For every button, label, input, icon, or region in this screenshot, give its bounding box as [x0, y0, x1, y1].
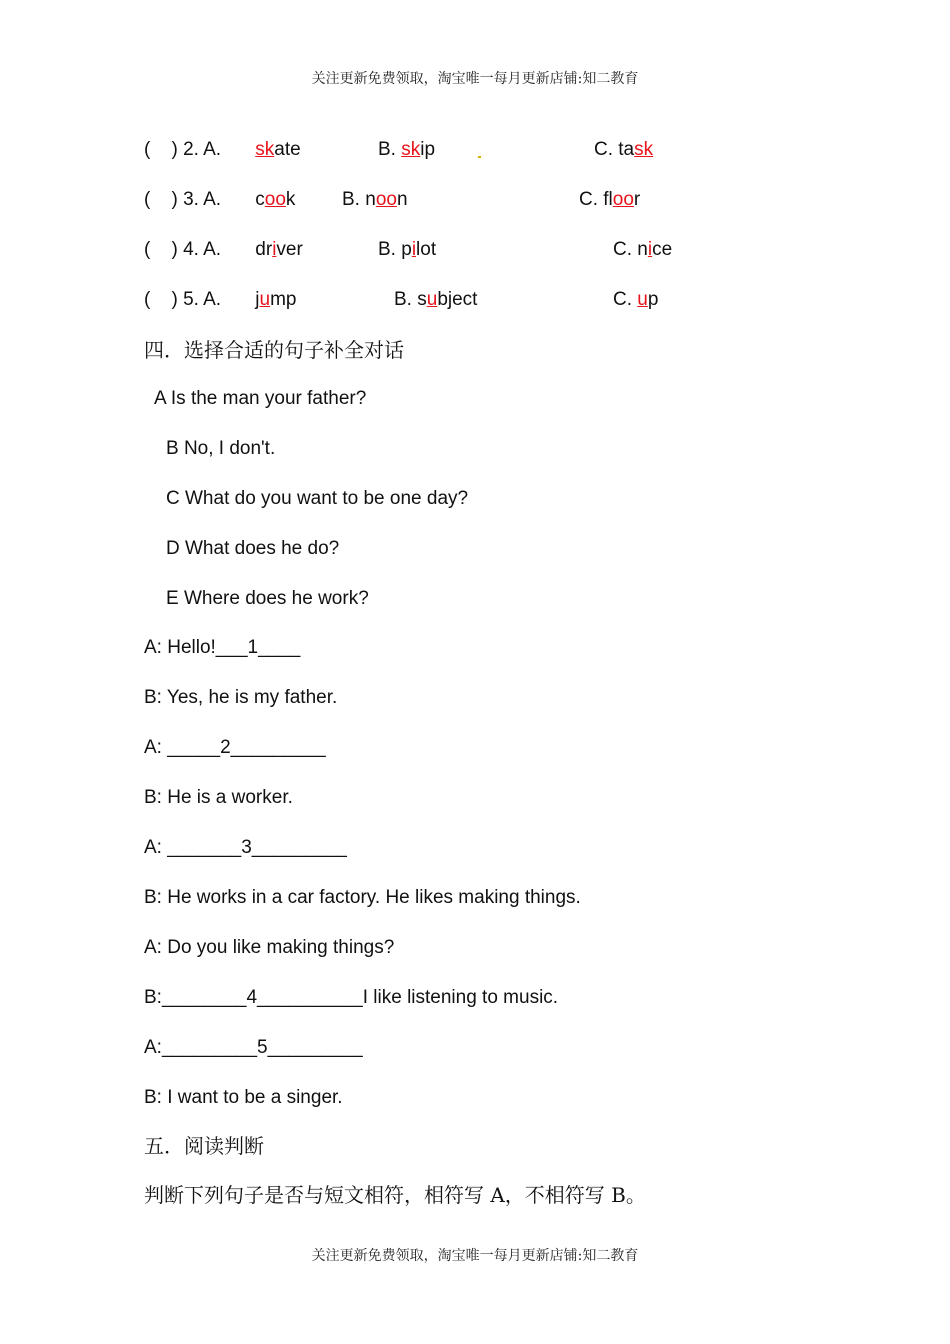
option-c: [613, 238, 672, 262]
section-5-title: 五．阅读判断: [144, 1134, 264, 1158]
dialogue-line: A: _____2_________: [144, 737, 326, 758]
dialogue-line: B: He is a worker.: [144, 787, 293, 808]
question-number: 5. A.: [183, 289, 222, 310]
option-label: C.: [579, 189, 604, 210]
option-label: C.: [613, 239, 638, 260]
answer-parens: ( ): [144, 289, 184, 310]
choice-option: A Is the man your father?: [154, 388, 367, 409]
option-label: B.: [342, 189, 366, 210]
option-a: [250, 138, 301, 162]
option-b: [394, 288, 477, 312]
stray-mark: [478, 156, 481, 158]
dialogue-line: A: Do you like making things?: [144, 937, 395, 958]
highlighted-letters: sk: [255, 139, 275, 160]
word-part: ta: [618, 139, 635, 160]
word-part: r: [633, 189, 641, 210]
highlighted-letters: sk: [634, 139, 654, 160]
page-header: 关注更新免费领取，淘宝唯一每月更新店铺:知二教育: [311, 71, 639, 87]
word-part: p: [647, 289, 659, 310]
option-b: [378, 238, 436, 262]
answer-blank: [144, 238, 221, 262]
answer-blank: [144, 188, 221, 212]
choice-option: D What does he do?: [166, 538, 340, 559]
answer-blank: [144, 288, 221, 312]
highlighted-letters: u: [637, 289, 648, 310]
word-part: ver: [276, 239, 303, 260]
word-part: dr: [250, 239, 273, 260]
word-part: ce: [652, 239, 673, 260]
word-part: ip: [420, 139, 436, 160]
option-c: [579, 188, 640, 212]
word-part: lot: [416, 239, 437, 260]
dialogue-line: A: _______3_________: [144, 837, 347, 858]
word-part: p: [401, 239, 412, 260]
option-label: C.: [594, 139, 619, 160]
highlighted-letters: oo: [612, 189, 634, 210]
option-b: [378, 138, 435, 162]
highlighted-letters: u: [426, 289, 438, 310]
option-c: [613, 288, 658, 312]
page-footer: 关注更新免费领取，淘宝唯一每月更新店铺:知二教育: [311, 1248, 639, 1264]
word-part: n: [396, 189, 408, 210]
question-number: 2. A.: [183, 139, 222, 160]
answer-parens: ( ): [144, 239, 184, 260]
choice-option: E Where does he work?: [166, 588, 369, 609]
option-a: [250, 188, 295, 212]
word-part: mp: [270, 289, 297, 310]
highlighted-letters: i: [647, 239, 653, 260]
highlighted-letters: i: [272, 239, 277, 260]
question-number: 3. A.: [183, 189, 222, 210]
highlighted-letters: oo: [375, 189, 397, 210]
option-a: [250, 238, 303, 262]
word-part: bject: [437, 289, 478, 310]
word-part: c: [250, 189, 265, 210]
question-number: 4. A.: [183, 239, 222, 260]
word-part: fl: [603, 189, 613, 210]
choice-option: C What do you want to be one day?: [166, 488, 469, 509]
option-label: B.: [378, 239, 402, 260]
dialogue-line: B: I want to be a singer.: [144, 1087, 343, 1108]
dialogue-line: B: Yes, he is my father.: [144, 687, 338, 708]
word-part: n: [637, 239, 648, 260]
section-4-title: 四．选择合适的句子补全对话: [144, 338, 404, 362]
highlighted-letters: oo: [264, 189, 286, 210]
option-a: [250, 288, 296, 312]
option-label: C.: [613, 289, 638, 310]
section-5-instruction: 判断下列句子是否与短文相符，相符写 A，不相符写 B。: [144, 1183, 646, 1207]
answer-parens: ( ): [144, 139, 184, 160]
option-c: [594, 138, 653, 162]
dialogue-line: B: He works in a car factory. He likes making things.: [144, 887, 581, 908]
highlighted-letters: sk: [401, 139, 421, 160]
word-part: k: [285, 189, 296, 210]
dialogue-line: B:________4__________I like listening to music.: [144, 987, 559, 1008]
word-part: s: [417, 289, 427, 310]
choice-option: B No, I don't.: [166, 438, 276, 459]
option-label: B.: [394, 289, 418, 310]
option-label: B.: [378, 139, 402, 160]
dialogue-line: A:_________5_________: [144, 1037, 363, 1058]
word-part: j: [250, 289, 260, 310]
answer-parens: ( ): [144, 189, 184, 210]
dialogue-line: A: Hello!___1____: [144, 637, 301, 658]
answer-blank: [144, 138, 221, 162]
word-part: n: [365, 189, 376, 210]
highlighted-letters: i: [411, 239, 417, 260]
highlighted-letters: u: [259, 289, 271, 310]
word-part: ate: [274, 139, 301, 160]
option-b: [342, 188, 408, 212]
